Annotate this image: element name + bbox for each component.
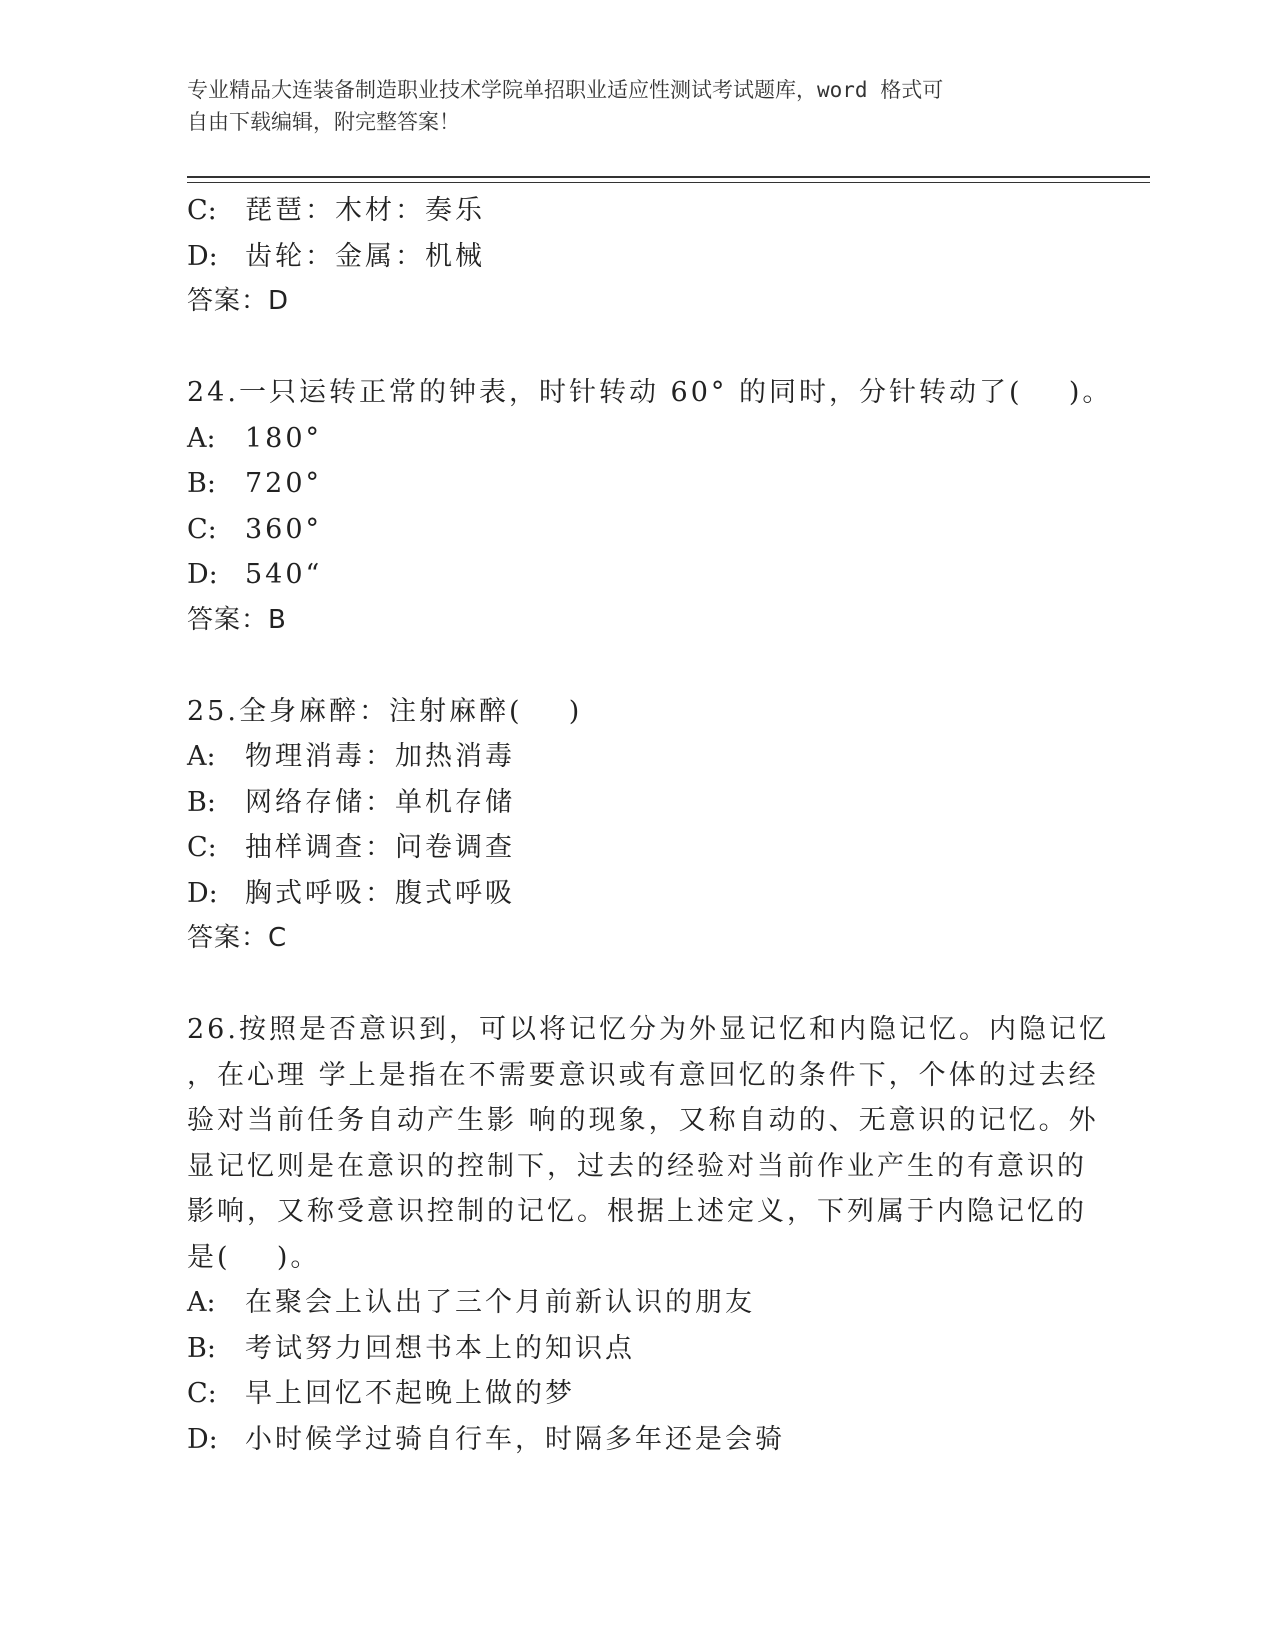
option-text: 琵琶：木材：奏乐 [245,195,485,226]
option-c [187,188,1087,234]
option-label: D: [187,240,218,272]
option-b [187,1326,1087,1372]
option-a [187,734,1087,780]
option-c [187,825,1087,871]
question-stem-line: 影响，又称受意识控制的记忆。根据上述定义，下列属于内隐记忆的 [187,1196,1087,1227]
question-23-tail [187,188,1087,325]
option-text: 在聚会上认出了三个月前新认识的朋友 [245,1287,755,1318]
answer-line: 答案：D [187,286,290,316]
question-stem-line: ，在心理 学上是指在不需要意识或有意回忆的条件下，个体的过去经 [187,1059,1099,1091]
option-d [187,552,1087,598]
option-text: 180° [245,422,323,454]
option-label: C: [187,513,217,545]
question-stem-line: 验对当前任务自动产生影 响的现象，又称自动的、无意识的记忆。外 [187,1105,1099,1136]
option-b [187,780,1087,826]
option-text: 物理消毒：加热消毒 [245,741,515,772]
option-d [187,1417,1087,1463]
option-c [187,507,1087,553]
header-line-1: 专业精品大连装备制造职业技术学院单招职业适应性测试考试题库，word 格式可 [187,78,944,102]
option-label: D: [187,877,218,909]
page-header [187,74,1067,138]
option-label: B: [187,468,216,499]
option-label: B: [187,1332,216,1364]
option-label: A: [187,741,216,772]
question-24 [187,370,1113,643]
option-c [187,1371,1087,1417]
question-26 [187,1007,1109,1462]
question-stem-line: 26.按照是否意识到，可以将记忆分为外显记忆和内隐记忆。内隐记忆 [187,1014,1109,1045]
question-list [187,188,1113,1462]
option-d [187,234,1087,280]
header-divider-thin [187,182,1150,183]
option-text: 考试努力回想书本上的知识点 [245,1332,635,1364]
option-text: 540“ [245,559,323,590]
option-a [187,416,1087,462]
option-label: A: [187,1287,216,1318]
header-line-2: 自由下载编辑，附完整答案！ [187,110,460,134]
option-text: 早上回忆不起晚上做的梦 [245,1378,575,1409]
option-label: A: [187,422,216,454]
option-text: 齿轮：金属：机械 [245,240,485,272]
question-25 [187,689,1087,962]
answer-line: 答案：B [187,604,287,635]
question-stem: 25.全身麻醉：注射麻醉( ) [187,695,583,727]
answer-line: 答案：C [187,923,288,953]
option-text: 网络存储：单机存储 [245,786,515,818]
option-text: 抽样调查：问卷调查 [245,832,515,863]
option-b [187,461,1087,507]
header-divider-thick [187,176,1150,178]
option-label: C: [187,195,217,226]
option-label: C: [187,1378,217,1409]
question-stem-line: 是( )。 [187,1241,321,1273]
option-d [187,871,1087,917]
option-label: B: [187,786,216,818]
option-text: 720° [245,468,323,499]
option-label: D: [187,559,218,590]
option-text: 360° [245,513,323,545]
option-text: 小时候学过骑自行车，时隔多年还是会骑 [245,1423,785,1455]
option-text: 胸式呼吸：腹式呼吸 [245,877,515,909]
option-label: C: [187,832,217,863]
question-stem: 24.一只运转正常的钟表，时针转动 60° 的同时，分针转动了( )。 [187,377,1113,408]
question-stem-line: 显记忆则是在意识的控制下，过去的经验对当前作业产生的有意识的 [187,1150,1087,1182]
option-a [187,1280,1087,1326]
option-label: D: [187,1423,218,1455]
